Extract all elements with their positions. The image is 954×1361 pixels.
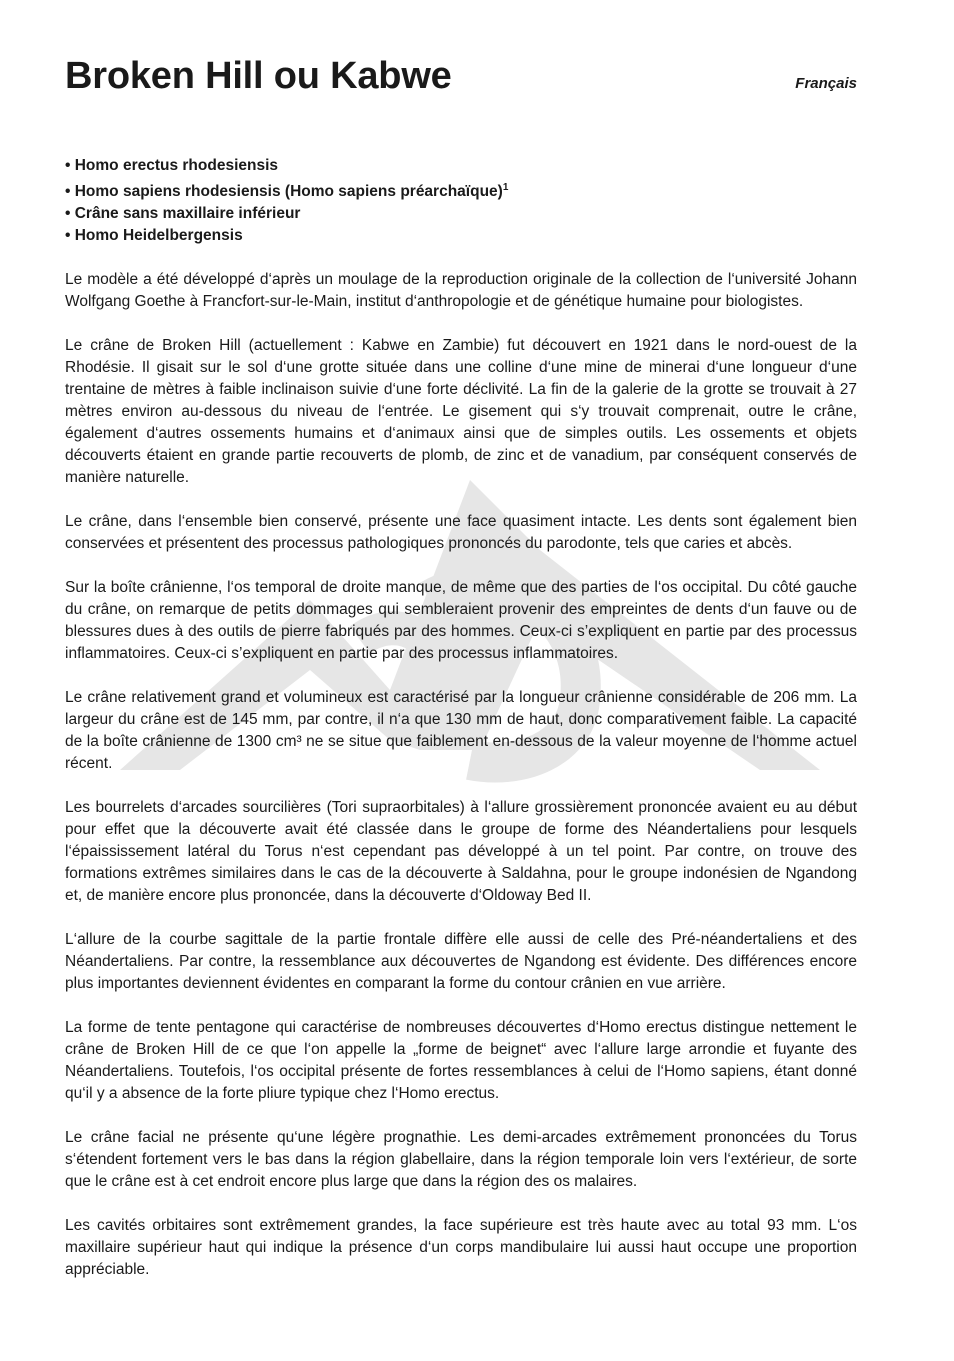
paragraph-skull-shape: La forme de tente pentagone qui caractérise de nombreuses découvertes d‘Homo erectus distingue nettement le crâne de Broken Hill de ce que l‘on appelle la „forme de beignet“ avec l‘allure large arrondie et fuyante des Néandertaliens. Toutefois, l‘os occipital présente de fortes ressemblances à celui de l‘Homo sapiens, étant donné qu‘il y a absence de la forte pliure typique chez l‘Homo erectus. <box>65 1019 857 1103</box>
paragraph-damage: Sur la boîte crânienne, l‘os temporal de droite manque, de même que des parties de l‘os occipital. Du côté gauche du crâne, on remarque de petits dommages qui sembleraient provenir des empreintes de dents d‘un fauve ou de blessures dues à des outils de pierre fabriqués par des hommes. Ceux-ci s’expliquent en partie par des processus inflammatoires. Ceux-ci s’expliquent en partie par des processus inflammatoires. <box>65 579 857 663</box>
classification-list <box>65 155 857 247</box>
page-title: Broken Hill ou Kabwe <box>65 55 452 97</box>
document-header <box>65 55 857 98</box>
footnote-marker: 1 <box>502 182 509 193</box>
list-item: • Homo Heidelbergensis <box>65 227 243 245</box>
document-page <box>65 55 857 1281</box>
paragraph-preservation: Le crâne, dans l‘ensemble bien conservé, présente une face quasiment intacte. Les dents sont également bien conservées et présentent des processus pathologiques prononcés du parodonte, tels que caries et abcès. <box>65 513 857 553</box>
paragraph-model-origin: Le modèle a été développé d‘après un moulage de la reproduction originale de la collection de l‘université Johann Wolfgang Goethe à Francfort-sur-le-Main, institut d‘anthropologie et de génétique humaine pour biologistes. <box>65 271 857 311</box>
paragraph-sagittal-curve: L‘allure de la courbe sagittale de la partie frontale diffère elle aussi de celle des Pré-néandertaliens et des Néandertaliens. Par contre, la ressemblance aux découvertes de Ngandong est évidente. Des différences encore plus importantes deviennent évidentes en comparant la forme du contour crânien en vue arrière. <box>65 931 857 993</box>
paragraph-facial-skull: Le crâne facial ne présente qu‘une légère prognathie. Les demi-arcades extrêmement prononcées du Torus s‘étendent fortement vers le bas dans la région glabellaire, dans la région temporale loin vers l‘extérieur, de sorte que le crâne est à cet endroit encore plus large que dans la région des os malaires. <box>65 1129 857 1191</box>
list-item: • Homo erectus rhodesiensis <box>65 157 279 174</box>
paragraph-brow-ridges: Les bourrelets d‘arcades sourcilières (Tori supraorbitales) à l‘allure grossièrement prononcée avaient eu au début pour effet que la découverte avait été classée dans le groupe de forme des Néandertaliens pour lesquels l‘épaississement latéral du Torus n‘est cependant pas développé à un tel point. Par contre, on trouve des formations extrêmes similaires dans le cas de la découverte à Saldahna, pour le groupe indonésien de Ngandong et, de manière encore plus prononcée, dans la découverte d‘Oldoway Bed II. <box>65 799 857 905</box>
paragraph-orbits: Les cavités orbitaires sont extrêmement grandes, la face supérieure est très haute avec au total 93 mm. L‘os maxillaire supérieur haut qui indique la présence d‘un corps mandibulaire lui aussi haut occupe une proportion appréciable. <box>65 1217 857 1279</box>
list-item: • Crâne sans maxillaire inférieur <box>65 205 301 223</box>
language-label: Français <box>795 75 857 92</box>
list-item: • Homo sapiens rhodesiensis (Homo sapiens préarchaïque)$^1$ <box>65 182 509 201</box>
paragraph-discovery: Le crâne de Broken Hill (actuellement : Kabwe en Zambie) fut découvert en 1921 dans le nord-ouest de la Rhodésie. Il gisait sur le sol d‘une grotte située dans une colline d‘une mine de minerai d‘une longueur d‘une trentaine de mètres à faible inclinaison suivie d‘une forte déclivité. La fin de la galerie de la grotte se trouvait à 27 mètres environ au-dessous du niveau de l‘entrée. Le gisement qui s‘y trouvait comprenait, outre le crâne, également d‘autres ossements humains et d‘animaux ainsi que de simples outils. Les ossements et objets découverts étaient en grande partie recouverts de plomb, de zinc et de vanadium, par conséquent conservés de manière naturelle. <box>65 337 857 487</box>
paragraph-dimensions: Le crâne relativement grand et volumineux est caractérisé par la longueur crânienne considérable de 206 mm. La largeur du crâne est de 145 mm, par contre, il n‘a que 130 mm de haut, donc comparativement faible. La capacité de la boîte crânienne de 1300 cm³ ne se situe que faiblement en-dessous de la valeur moyenne de l‘homme actuel récent. <box>65 689 857 773</box>
